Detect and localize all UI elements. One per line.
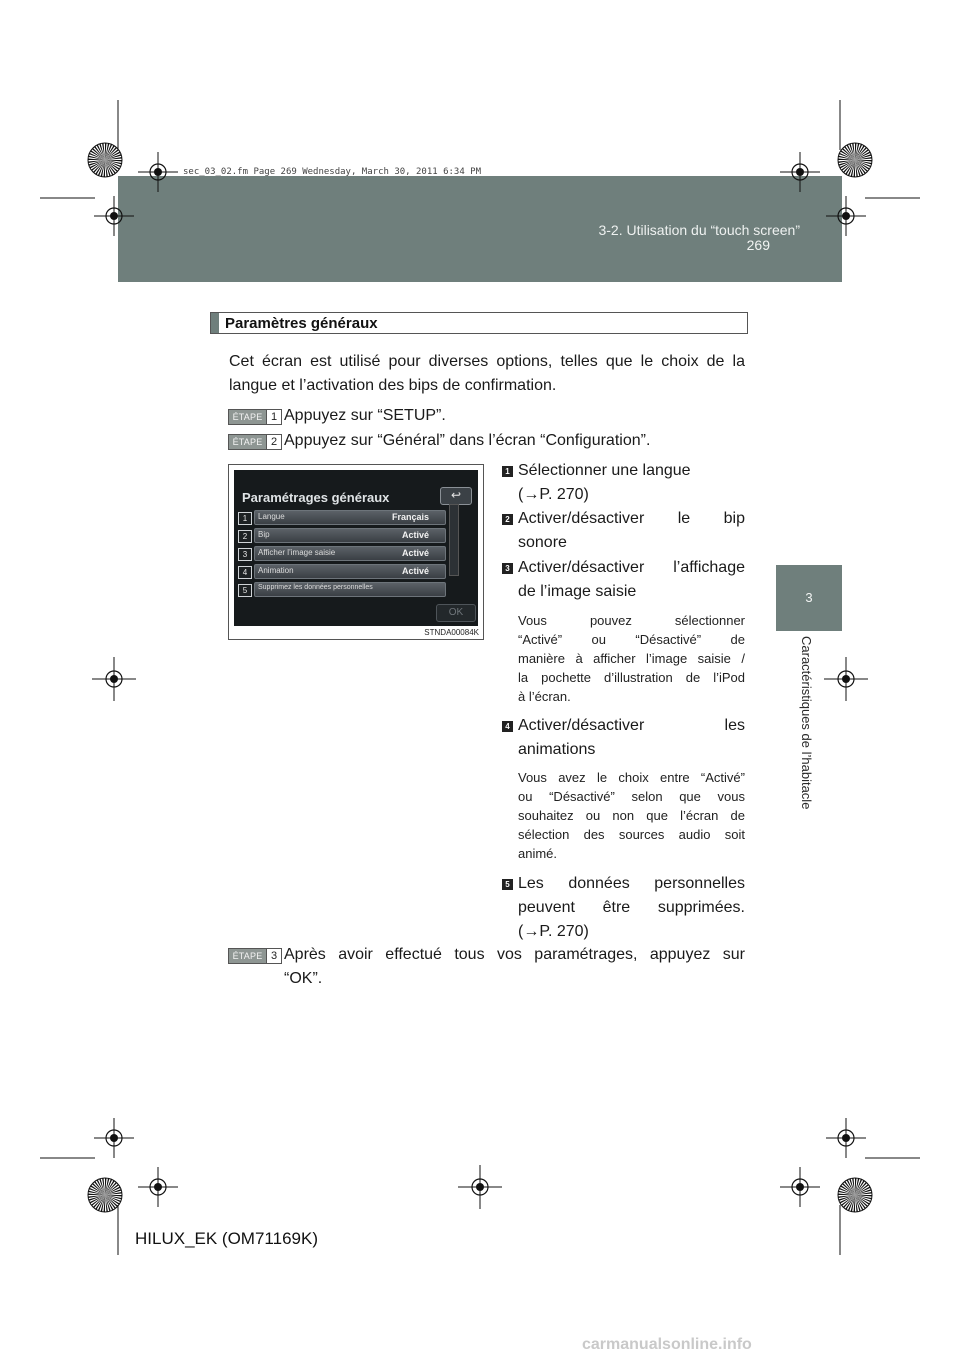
crop-line <box>40 198 96 199</box>
item-3-line1: Activer/désactiver l’affichage <box>518 559 745 576</box>
sunburst-mark <box>838 143 872 177</box>
screen-row-langue[interactable] <box>254 510 446 525</box>
item-2-line2: sonore <box>518 534 567 551</box>
row-badge-3: 3 <box>238 548 252 561</box>
crop-line <box>840 100 841 151</box>
row-label: Animation <box>258 566 294 575</box>
step-badge-2 <box>228 434 282 450</box>
row-badge-2: 2 <box>238 530 252 543</box>
screen-illustration <box>228 464 484 640</box>
sunburst-mark <box>88 143 122 177</box>
crosshair-mark <box>826 1118 866 1158</box>
item-4-note-l4: sélection des sources audio soit <box>518 827 745 842</box>
intro-paragraph: Cet écran est utilisé pour diverses options, telles que le choix de la langue et l’activation des bips de confirmation. <box>229 353 745 394</box>
chapter-title <box>800 636 818 846</box>
item-4-note-l5: animé. <box>518 846 558 861</box>
item-3-note-l2: “Activé” ou “Désactivé” de <box>518 632 745 647</box>
row-label: Afficher l’image saisie <box>258 548 336 557</box>
screen-display <box>234 470 478 626</box>
step-badge-3 <box>228 948 282 964</box>
item-3-line2: de l’image saisie <box>518 583 637 600</box>
item-1-line2: (→P. 270) <box>518 486 589 503</box>
item-5-line3: (→P. 270) <box>518 923 589 940</box>
item-badge-1: 1 <box>502 466 513 477</box>
step-text-1: Appuyez sur “SETUP”. <box>284 407 446 424</box>
section-path: 3-2. Utilisation du “touch screen” <box>598 222 800 238</box>
step-text-3-line2: “OK”. <box>284 970 323 987</box>
sunburst-mark <box>88 1178 122 1212</box>
file-stamp: sec_03_02.fm Page 269 Wednesday, March 30, 2011 6:34 PM <box>183 167 482 177</box>
item-5-line2: peuvent être supprimées. <box>518 899 745 916</box>
crosshair-mark <box>138 152 178 192</box>
screen-row-image[interactable] <box>254 546 446 561</box>
item-badge-5: 5 <box>502 879 513 890</box>
crop-line <box>865 1158 921 1159</box>
item-4-note-l3: souhaitez ou non que l’écran de <box>518 808 745 823</box>
row-label: Langue <box>258 512 285 521</box>
step-label: ÉTAPE <box>229 410 266 424</box>
heading-bar <box>211 313 219 333</box>
ok-button[interactable]: OK <box>436 604 476 622</box>
crosshair-mark <box>92 657 136 701</box>
item-3-note-l3: manière à afficher l’image saisie / <box>518 651 745 666</box>
crop-line <box>840 1205 841 1256</box>
item-5-line1: Les données personnelles <box>518 875 745 892</box>
chapter-title-text: Caractéristiques de l’habitacle <box>799 636 814 810</box>
chapter-number: 3 <box>805 590 813 605</box>
item-3-note-l4: la pochette d’illustration de l’iPod <box>518 670 745 685</box>
image-code: STNDA00084K <box>424 628 479 637</box>
step-text-2: Appuyez sur “Général” dans l’écran “Configuration”. <box>284 432 651 449</box>
item-4-note-l1: Vous avez le choix entre “Activé” <box>518 770 745 785</box>
crosshair-mark <box>138 1167 178 1207</box>
row-label: Bip <box>258 530 270 539</box>
watermark: carmanualsonline.info <box>582 1336 752 1353</box>
row-value: Activé <box>401 530 429 540</box>
crop-line <box>118 100 119 151</box>
item-4-line2: animations <box>518 741 596 758</box>
crop-line <box>865 198 921 199</box>
step-number: 3 <box>266 949 281 963</box>
crop-line <box>40 1158 96 1159</box>
row-badge-4: 4 <box>238 566 252 579</box>
row-badge-1: 1 <box>238 512 252 525</box>
step-badge-1 <box>228 409 282 425</box>
row-value: Activé <box>401 548 429 558</box>
item-4-note-l2: ou “Désactivé” selon que vous <box>518 789 745 804</box>
screen-row-delete-data[interactable] <box>254 582 446 597</box>
screen-scrollbar[interactable] <box>449 504 459 576</box>
crosshair-mark <box>94 1118 134 1158</box>
row-value: Activé <box>401 566 429 576</box>
screen-row-animation[interactable] <box>254 564 446 579</box>
row-label: Supprimez les données personnelles <box>258 584 373 591</box>
item-3-note-l5: à l’écran. <box>518 689 571 704</box>
model-code: HILUX_EK (OM71169K) <box>135 1229 318 1248</box>
crosshair-mark <box>826 196 866 236</box>
item-1-line1: Sélectionner une langue <box>518 462 691 479</box>
item-badge-4: 4 <box>502 721 513 732</box>
section-heading <box>210 312 748 334</box>
crosshair-mark <box>780 152 820 192</box>
sunburst-mark <box>838 1178 872 1212</box>
step-label: ÉTAPE <box>229 435 266 449</box>
screen-title: Paramétrages généraux <box>242 490 390 505</box>
step-label: ÉTAPE <box>229 949 266 963</box>
item-3-note-l1: Vous pouvez sélectionner <box>518 613 745 628</box>
screen-row-bip[interactable] <box>254 528 446 543</box>
back-button[interactable]: ↩ <box>440 487 472 505</box>
row-badge-5: 5 <box>238 584 252 597</box>
step-text-3-line1: Après avoir effectué tous vos paramétrages, appuyez sur <box>284 946 745 963</box>
heading-text: Paramètres généraux <box>225 315 378 332</box>
item-4-line1: Activer/désactiver les <box>518 717 745 734</box>
crop-line <box>118 1205 119 1256</box>
crosshair-mark <box>824 657 868 701</box>
crosshair-mark <box>94 196 134 236</box>
step-number: 2 <box>266 435 281 449</box>
item-2-line1: Activer/désactiver le bip <box>518 510 745 527</box>
step-number: 1 <box>266 410 281 424</box>
item-badge-2: 2 <box>502 514 513 525</box>
row-value: Français <box>391 512 429 522</box>
page-number: 269 <box>746 237 770 253</box>
item-badge-3: 3 <box>502 563 513 574</box>
crosshair-mark <box>458 1165 502 1209</box>
crosshair-mark <box>780 1167 820 1207</box>
